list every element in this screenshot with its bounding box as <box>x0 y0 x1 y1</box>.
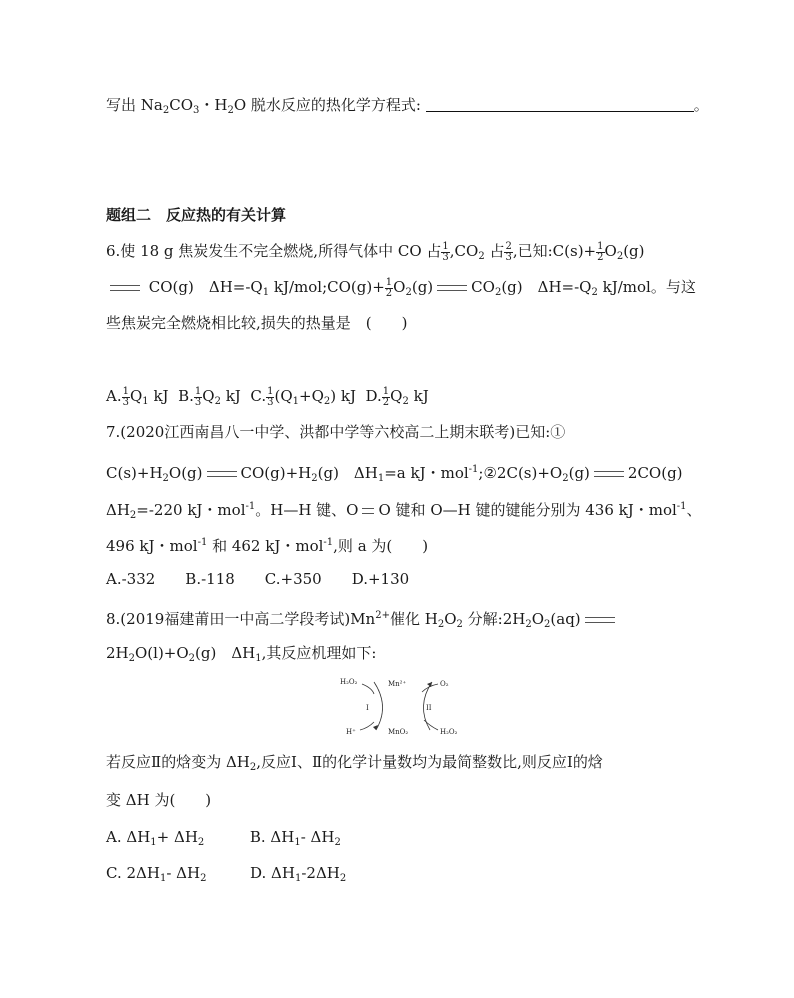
q7-line1: 7.(2020江西南昌八一中学、洪都中学等六校高二上期末联考)已知:① <box>106 423 566 441</box>
arrow-step-1 <box>374 682 383 730</box>
equilibrium-sign <box>437 285 467 291</box>
diagram-mn2plus: Mn²⁺ <box>388 680 407 688</box>
q7-line3: $\Delta H_2=-220$ kJ・mol$^{-1}$。H—H 键、O O 键和 O—H 键的键能分别为 436 kJ・mol$^{-1}$、 <box>106 501 702 521</box>
q8-line3: 若反应Ⅱ的焓变为 $\Delta H_2$,反应Ⅰ、Ⅱ的化学计量数均为最简整数比,则反应Ⅰ的焓 <box>106 753 603 773</box>
q8-line1: 8.(2019福建莆田一中高二学段考试)$Mn^{2+}$催化 $H_2O_2$ 分解$:2H_2O_2(aq)$ <box>106 605 619 636</box>
diagram-h2o2-left: H₂O₂ <box>340 678 358 686</box>
q6-option-d[interactable]: D. $\frac{1}{2}$ $Q_2$ kJ <box>365 385 429 408</box>
q6-options <box>106 385 429 413</box>
q8-option-d[interactable]: D. $\Delta H_1-2\Delta H_2$ <box>250 864 347 884</box>
q8-option-a[interactable]: A. $\Delta H_1+ \Delta H_2$ <box>106 828 205 848</box>
q6-option-a[interactable]: A. $\frac{1}{3}$ $Q_1$ kJ <box>106 385 169 408</box>
equilibrium-sign <box>594 471 624 477</box>
q8-line4: 变 ΔH 为( ) <box>106 791 212 809</box>
q7-line2: $C(s)+H_2O(g)$ $CO(g)+H_2(g)$ $\Delta H_1=a$ kJ・$mol^{-1};②2C(s)+O_2(g)$ 2CO(g) <box>106 464 683 484</box>
diagram-h2o2-right: H₂O₂ <box>440 728 458 736</box>
diagram-step-1: I <box>366 704 369 712</box>
q8-option-c[interactable]: C. $2\Delta H_1-$ $\Delta H_2$ <box>106 864 207 884</box>
equilibrium-sign <box>585 617 615 623</box>
q7-line4: 496 kJ・mol$^{-1}$ 和 462 kJ・mol$^{-1}$,则 a 为( ) <box>106 537 429 555</box>
q6-option-b[interactable]: B. $\frac{1}{3}$ $Q_2$ kJ <box>178 385 241 408</box>
diagram-mno2: MnO₂ <box>388 728 409 736</box>
q5-equation-prompt: 写出 $Na_2CO_3$・$H_2O$ 脱水反应的热化学方程式: 。 <box>106 96 709 116</box>
q6-option-c[interactable]: C. $\frac{1}{3}$ $(Q_1+Q_2)$ kJ <box>250 385 356 408</box>
q8-options-row1 <box>106 826 341 854</box>
diagram-o2: O₂ <box>440 680 449 688</box>
q7-options[interactable]: A.-332 B.-118 C.+350 D.+130 <box>106 570 410 588</box>
q8-options-row2 <box>106 862 346 890</box>
q6-line2: CO(g) $\Delta H=-Q_1$ kJ/mol;CO(g)+ $\frac{1}{2}$ $O_2(g)$ $CO_2(g)$ $\Delta H=-Q_2$ kJ/mol。与这 <box>106 276 696 304</box>
diagram-h-plus: H⁺ <box>346 728 356 736</box>
reaction-mechanism-diagram <box>336 672 470 744</box>
q8-line2: $2H_2O(l)+O_2(g)$ $\Delta H_1$,其反应机理如下: <box>106 644 377 664</box>
section-title: 题组二 反应热的有关计算 <box>106 206 287 224</box>
q6-line1: 6.使 18 g 焦炭发生不完全燃烧,所得气体中 CO 占 $\frac{1}{3}$ $,CO_2$ 占 $\frac{2}{3}$ ,已知:C(s)+ $\frac{1}{2}$ $O_2(g)$ <box>106 240 645 263</box>
diagram-step-2: II <box>426 704 432 712</box>
q6-line3: 些焦炭完全燃烧相比较,损失的热量是 ( ) <box>106 314 408 332</box>
equilibrium-sign <box>207 471 237 477</box>
q8-option-b[interactable]: B. $\Delta H_1-$ $\Delta H_2$ <box>249 828 341 848</box>
double-bond-sign <box>362 508 374 514</box>
answer-blank[interactable] <box>426 97 694 112</box>
equilibrium-sign <box>110 285 140 291</box>
